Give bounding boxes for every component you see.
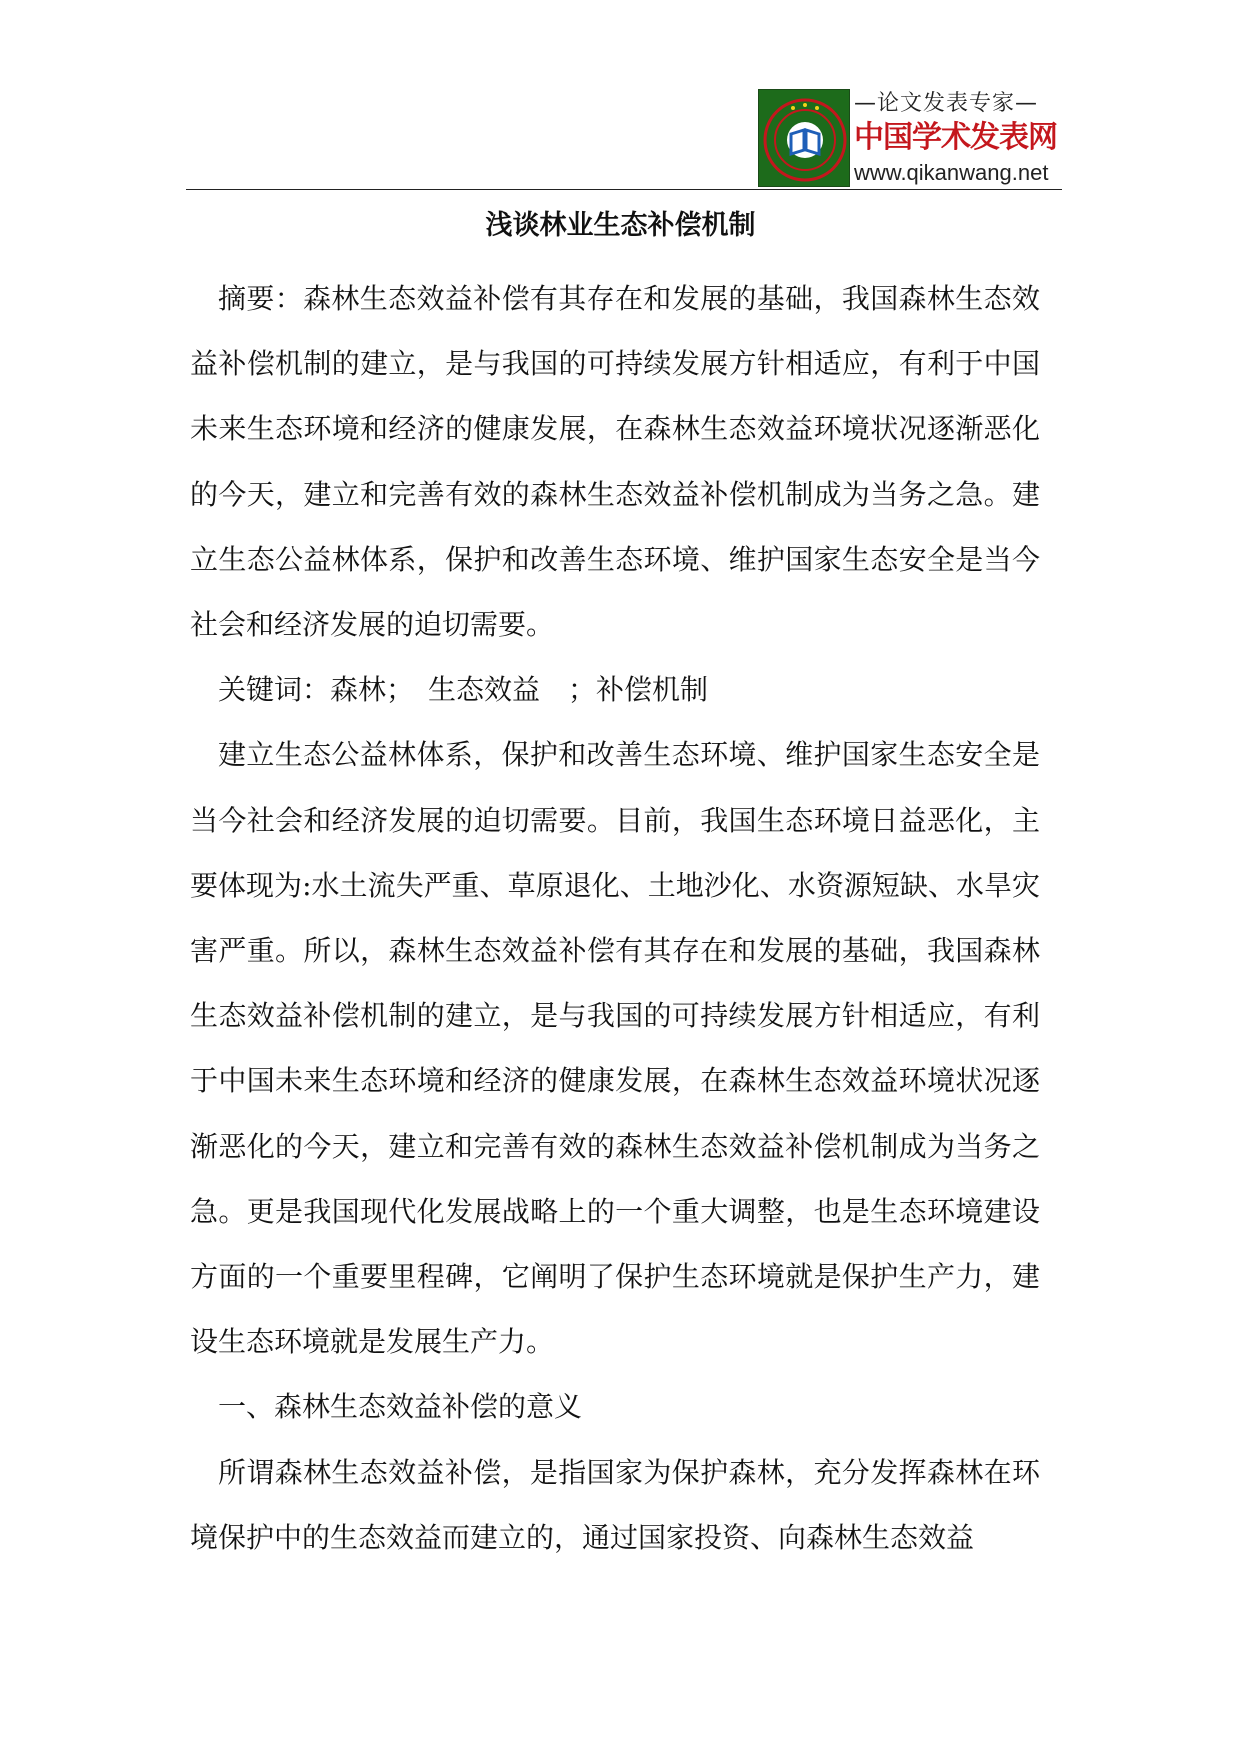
abstract-paragraph: 摘要：森林生态效益补偿有其存在和发展的基础，我国森林生态效益补偿机制的建立，是与我国的可持续发展方针相适应，有利于中国未来生态环境和经济的健康发展，在森林生态效益环境状况逐渐恶化的今天，建立和完善有效的森林生态效益补偿机制成为当务之急。建立生态公益林体系，保护和改善生态环境、维护国家生态安全是当今社会和经济发展的迫切需要。 — [190, 282, 1040, 642]
logo-slogan: —论文发表专家— — [854, 91, 1039, 116]
document-title: 浅谈林业生态补偿机制 — [485, 210, 756, 241]
seal-emblem — [758, 89, 850, 187]
logo-text-block — [850, 89, 1060, 187]
logo-url: www.qikanwang.net — [854, 160, 1049, 185]
seal-emblem-graphic — [759, 90, 851, 188]
header-divider — [186, 189, 1062, 190]
intro-paragraph: 建立生态公益林体系，保护和改善生态环境、维护国家生态安全是当今社会和经济发展的迫切需要。目前，我国生态环境日益恶化，主要体现为:水土流失严重、草原退化、土地沙化、水资源短缺、水旱灾害严重。所以，森林生态效益补偿有其存在和发展的基础，我国森林生态效益补偿机制的建立，是与我国的可持续发展方针相适应，有利于中国未来生态环境和经济的健康发展，在森林生态效益环境状况逐渐恶化的今天，建立和完善有效的森林生态效益补偿机制成为当务之急。更是我国现代化发展战略上的一个重大调整，也是生态环境建设方面的一个重要里程碑，它阐明了保护生态环境就是保护生产力，建设生态环境就是发展生产力。 — [190, 738, 1040, 1359]
logo-name: 中国学术发表网 — [854, 120, 1057, 155]
section-heading: 一、森林生态效益补偿的意义 — [218, 1390, 583, 1424]
section-paragraph: 所谓森林生态效益补偿，是指国家为保护森林，充分发挥森林在环境保护中的生态效益而建立的，通过国家投资、向森林生态效益 — [190, 1455, 1040, 1554]
header-logo — [758, 89, 1060, 187]
document-body — [190, 266, 1040, 1570]
keywords-paragraph: 关键词：森林； 生态效益 ；补偿机制 — [218, 673, 709, 707]
